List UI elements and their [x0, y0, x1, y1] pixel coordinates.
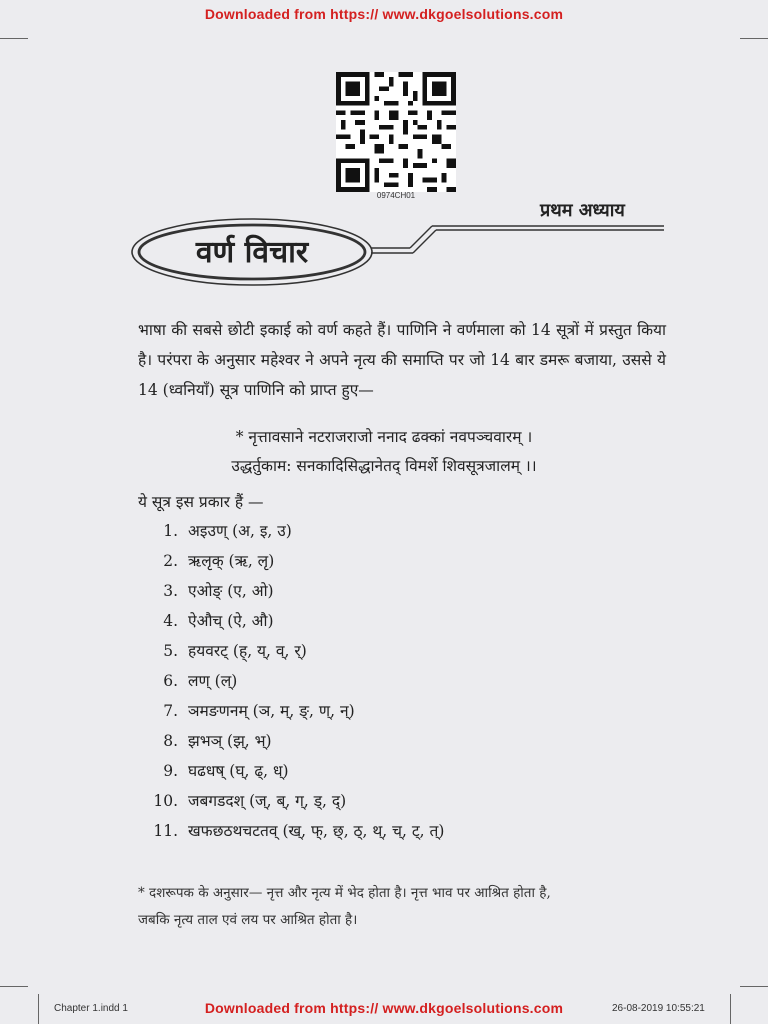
list-item-text: एओङ् (ए, ओ)	[188, 582, 274, 600]
list-item-text: हयवरट् (ह्, य्, व्, र्)	[188, 642, 307, 660]
list-item-text: झभञ् (झ्, भ्)	[188, 732, 272, 750]
list-item-number: 1.	[163, 522, 178, 540]
list-item-number: 8.	[163, 732, 178, 750]
list-item-text: जबगडदश् (ज्, ब्, ग्, ड्, द्)	[188, 792, 347, 810]
list-item	[138, 667, 658, 697]
chapter-title: वर्ण विचार	[195, 235, 309, 270]
list-item	[138, 577, 658, 607]
list-item-number: 4.	[163, 612, 178, 630]
qr-caption: 0974CH01	[376, 191, 416, 200]
list-item-text: लण् (ल्)	[188, 672, 238, 690]
list-item	[138, 817, 658, 847]
list-item	[138, 757, 658, 787]
footnote	[138, 880, 678, 934]
verse-line-2: उद्धर्तुकाम: सनकादिसिद्धानेतद् विमर्शे शिवसूत्रजालम् ।।	[231, 457, 537, 475]
footer-timestamp: 26-08-2019 10:55:21	[612, 1003, 705, 1014]
download-banner-bottom: Downloaded from https:// www.dkgoelsolutions.com	[204, 1000, 564, 1016]
download-banner-top: Downloaded from https:// www.dkgoelsolutions.com	[204, 6, 564, 22]
footnote-line-2: जबकि नृत्य ताल एवं लय पर आश्रित होता है।	[138, 912, 358, 928]
list-item-number: 9.	[163, 762, 178, 780]
list-item	[138, 727, 658, 757]
list-item-number: 2.	[163, 552, 178, 570]
list-item-text: खफछठथचटतव् (ख्, फ्, छ्, ठ्, थ्, च्, ट्, त्)	[188, 822, 445, 840]
list-item-number: 6.	[163, 672, 178, 690]
footnote-line-1: * दशरूपक के अनुसार— नृत्त और नृत्य में भेद होता है। नृत्त भाव पर आश्रित होता है,	[138, 885, 551, 901]
list-item-number: 7.	[163, 702, 178, 720]
footer-file-name: Chapter 1.indd 1	[54, 1003, 128, 1014]
crop-mark	[740, 986, 768, 987]
list-item	[138, 787, 658, 817]
sutra-list	[138, 517, 658, 847]
list-item-text: ऋलृक् (ऋ, लृ)	[188, 552, 275, 570]
list-item	[138, 697, 658, 727]
list-item-number: 3.	[163, 582, 178, 600]
crop-mark	[0, 986, 28, 987]
intro-paragraph: भाषा की सबसे छोटी इकाई को वर्ण कहते हैं। पाणिनि ने वर्णमाला को 14 सूत्रों में प्रस्तुत किया है। परंपरा के अनुसार महेश्वर ने अपने नृत्य की समाप्ति पर जो 14 बार डमरू बजाया, उससे ये 14 (ध्वनियाँ) सूत्र पाणिनि को प्राप्त हुए—	[138, 321, 666, 399]
list-item-number: 11.	[153, 822, 178, 840]
list-item-text: ञमङणनम् (ञ, म्, ङ्, ण्, न्)	[188, 702, 355, 720]
verse-line-1: * नृत्तावसाने नटराजराजो ननाद ढक्कां नवपञ्चवारम् ।	[235, 428, 533, 446]
list-item	[138, 637, 658, 667]
list-item-number: 10.	[153, 792, 178, 810]
list-item	[138, 607, 658, 637]
chapter-title-frame	[0, 0, 768, 300]
crop-mark	[730, 994, 731, 1024]
list-item-text: घढधष् (घ्, ढ्, ध्)	[188, 762, 289, 780]
list-item-text: अइउण् (अ, इ, उ)	[188, 522, 292, 540]
list-intro: ये सूत्र इस प्रकार हैं —	[138, 493, 264, 511]
list-item	[138, 547, 658, 577]
list-item-text: ऐऔच् (ऐ, औ)	[188, 612, 274, 630]
list-item	[138, 517, 658, 547]
crop-mark	[38, 994, 39, 1024]
chapter-tag: प्रथम अध्याय	[540, 200, 625, 221]
list-item-number: 5.	[163, 642, 178, 660]
